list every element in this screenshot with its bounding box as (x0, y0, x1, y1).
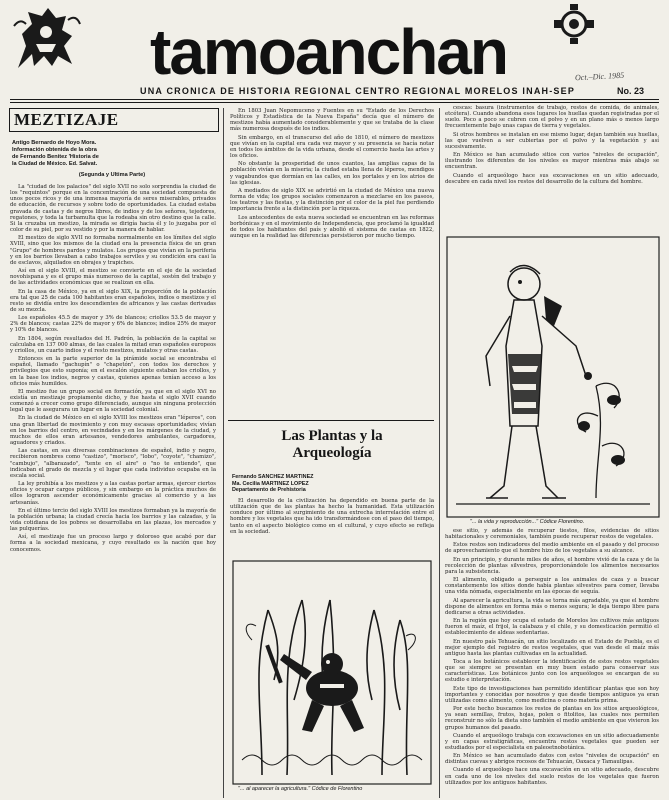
article-column-2 (230, 108, 434, 420)
paragraph: La ley prohibía a los mestizos y a las castas portar armas, ejercer ciertos oficios y ocupar cargos públicos, y sin embargo en la práctica muchos de ellos lograron ascender económicamente gracias al comercio y a las artesanías. (10, 481, 216, 506)
paragraph: En un principio, y durante miles de años, el hombre vivió de la caza y de la recolección de plantas silvestres, proporcionándole los alimentos necesarios para la subsistencia. (445, 556, 659, 575)
paragraph: Por este hecho buscamos los restos de plantas en los sitios arqueológicos, ya sean semillas, frutos, hojas, polen o fitolitos, las cuales nos permiten reconstruir no sólo la dieta sino también el medio ambiente en que vivieron los grupos humanos del pasado. (445, 706, 659, 731)
paragraph: El mestizo fue un grupo social en formación, ya que en el siglo XVI no existía un mestizaje propiamente dicho, y fue hasta el siglo XVII cuando comenzó a crecer como grupo diferenciado, aunque sin ninguna protección legal que le asegurara un lugar en la sociedad colonial. (10, 388, 216, 414)
agriculture-caption: "... al aparecer la agricultura." Códice de Florentino (238, 786, 363, 792)
article-column-1 (10, 184, 216, 796)
paragraph: El desarrollo de la civilización ha dependido en buena parte de la utilización que de las plantas ha hecho la humanidad. Esta utilización conduce por último al surgimiento de una extrecha interrelación entre el hombre y los vegetales que ha ido transformándose con el paso del tiempo, tanto en el aspecto biológico como en el cultural, y cuyo efecto se refleja en la sociedad. (230, 498, 434, 535)
figure-caption: "... la vida y reproducción..." Códice Florentino. (470, 519, 585, 525)
paragraph: Así, el mestizaje fue un proceso largo y doloroso que acabó por dar forma a la sociedad mexicana, y cuyo resultado es la nación que hoy conocemos. (10, 534, 216, 553)
title-line: Las Plantas y la (281, 428, 383, 444)
paragraph: El mestizo de siglo XVII no formaba normalmente en los límites del siglo XVIII, sino que los mismos de la ciudad era la presencia física de un gran "Grupo" de hombres pardos y mulatos. Los grupos que vivían en la periferia y en los barrios llevaban a cabo trabajos serviles y su condición era casi la de esclavos, alquilados en obrajes y trapiches. (10, 235, 216, 266)
paragraph: Entonces en la parte superior de la pirámide social se encontraba el español, llamado "gachupín" o "chapetón", con todos los derechos y privilegios que esto suponía; en el escalón siguiente estaban los criollos, y en la base los indios, negros y castas, quienes apenas tenían acceso a los oficios más humildes. (10, 356, 216, 387)
article-title-meztizaje: MEZTIZAJE (14, 110, 119, 129)
article-title-plantas (232, 428, 432, 462)
paragraph: Cuando el arqueólogo hace sus excavaciones en un sitio adecuado, descubre en cada nivel los restos del desarrollo de la cultura del hombre. (445, 172, 659, 185)
paragraph: Cuando el arqueólogo trabaja con excavaciones en un sitio adecuadamente y en capas estratigráficas, encuentra restos vegetales que pueden ser estudiados por el especialista en paleoetnobotánica. (445, 732, 659, 751)
article-intro (230, 498, 434, 558)
paragraph: En el último tercio del siglo XVIII los mestizos formaban ya la mayoría de la población urbana; la ciudad crecía hacia los barrios y las calzadas, y la vida cotidiana de los pobres se desarrollaba en las plazas, los mercados y las pulquerías. (10, 507, 216, 533)
paragraph: ese sitio, y además de recuperar tiestos, filos, evidencias de sitios habitacionales y ceremoniales, también puede recuperar restos de vegetales. (445, 528, 659, 541)
paragraph: La "ciudad de los palacios" del siglo XVII no solo sorprendía la ciudad de los "requintos" porque en la concentración de una sociedad compuesta de unos pocos ricos y de una inmensa mayoría de seres miserables, privados de educación, de recursos y sobre todo de oportunidades. La ciudad estaba gravada de castas y de negros libres, de indios y de los señores, tejedores, regatones, y toda la turbamulta que la rodeaba sin otro destino que la calle. Si la cruzaba un mestizo, la mirada se dirigía hacia él y lo juzgaba por el color de su piel, por su vestido y por la manera de hablar. (10, 184, 216, 234)
aztec-figure-logo-icon (8, 6, 84, 72)
paragraph: En 1803 Juan Nepomuceno y Fuentes en su "Estado de los Derechos Políticos y Estadística de la Nueva España" decía que el número de mestizos había aumentado considerablemente y que se trataba de la clase más numerosa después de los indios. (230, 108, 434, 133)
paragraph: Al aparecer la agricultura, la vida se torna más agradable, ya que el hombre dispone de alimentos en forma más o menos segura; le deja tiempo libre para dedicarse a otras actividades. (445, 597, 659, 616)
paragraph: En México se han acumulado sitios con varios "niveles de ocupación", ilustrando los diferentes de los niveles es mayor mientras más abajo se encuentran. (445, 152, 659, 171)
article-column-right-bottom (445, 528, 659, 796)
author-line: Ma. Cecilia MARTINEZ LOPEZ (232, 480, 309, 487)
paragraph: En la casa de México, ya en el siglo XIX, la proporción de la población era tal que 25 de cada 100 habitantes eran españoles, indios o mestizos y el resto se dividía entre los descendientes de africanos y las castas derivadas de su mezcla. (10, 288, 216, 313)
byline-line: Antigo Bernardo de Hoyo Mora. (12, 140, 97, 146)
masthead-rule-thin (10, 102, 659, 103)
paragraph: Las castas, en sus diversas combinaciones de español, indio y negro, recibieron nombres como "castizo", "morisco", "lobo", "coyote", "chamizo", "cambujo", "albarazado", "tente en el aire" o "no te entiendo", que indicaban el grado de mezcla y el lugar que cada individuo ocupaba en la escala social. (10, 448, 216, 479)
paragraph: A mediados de siglo XIX se advirtió en la ciudad de México una nueva forma de vida; los grupos sociales comenzaron a mezclarse en los paseos, los teatros y las fiestas, y la distinción por el color de la piel fue perdiendo importancia frente a la distinción por la riqueza. (230, 187, 434, 213)
paragraph: Así en el siglo XVIII, el mestizo se convierte en el eje de la sociedad novohispana y es el grupo más numeroso de la capital, sostén del trabajo y de las actividades económicas que se realizan en ella. (10, 268, 216, 287)
glyph-emblem-icon (550, 4, 598, 44)
paragraph: Cuando el arqueólogo hace una excavación en un sitio adecuado, descubre en cada uno de los niveles del suelo restos de los vegetales que fueron utilizados por los antiguos habitantes. (445, 767, 659, 786)
masthead-rule (10, 99, 659, 100)
article-column-right-top (445, 105, 659, 235)
handwritten-date: Oct.–Dic. 1985 (574, 70, 625, 83)
masthead-subtitle: UNA CRONICA DE HISTORIA REGIONAL CENTRO REGIONAL MORELOS INAH-SEP (140, 86, 576, 96)
paragraph: En la ciudad de México en el siglo XVIII los mestizos eran "léperos", con una gran libertad de movimiento y con muy escasas oportunidades; vivían en los barrios del centro, en vecindades y en los márgenes de la ciudad, y muchos de ellos eran artesanos, vendedores ambulantes, cargadores, aguadores y criados. (10, 415, 216, 447)
paragraph: En 1804, según resultados del H. Padrón, la población de la capital se calculaba en 137 000 almas, de las cuales la mitad eran españoles europeos y criollos, un cuarto indios y el resto mestizos, mulatos y otras castas. (10, 335, 216, 354)
column-divider (439, 108, 440, 798)
paragraph: Estos restos son indicadores del medio ambiente en el pasado y del proceso de aprovechamiento que el hombre hizo de los vegetales a su alcance. (445, 542, 659, 555)
paragraph: En la región que hoy ocupa el estado de Morelos los cultivos más antiguos fueron el maíz, el frijol, la calabaza y el chile, y su domesticación permitió el establecimiento de aldeas sedentarias. (445, 618, 659, 637)
column-divider (223, 108, 224, 798)
paragraph: En nuestro país Tehuacán, un sitio localizado en el Estado de Puebla, es el mejor ejemplo del registro de restos vegetales, que van desde el maíz más antiguo hasta las plantas cultivadas en la actualidad. (445, 638, 659, 657)
paragraph: Los españoles 45.5 de mayor y 3% de blancos; criollos 53.5 de mayor y 2% de blancos; castas 22% de mayor y 6% de blancos; indios 25% de mayor y 10% de blancos. (10, 315, 216, 334)
paragraph: Si otros hombres se instalan en ese mismo lugar, dejan también sus huellas, las que vuelven a ser cubiertas por el polvo y la vegetación y así sucesivamente. (445, 131, 659, 150)
codex-figure-illustration (446, 236, 660, 518)
author-line: Departamento de Prehistoria (232, 487, 306, 494)
issue-number: No. 23 (617, 86, 645, 96)
paragraph: cescas: basura (instrumentos de trabajo, restos de comida, de animales, etcétera). Cuando abandona esos lugares los huellas quedan registradas por el suelo. Poco a poco se cubren con el polvo y en un plano más o menos largo frecuentemente bajo unas capas de tierra y vegetales. (445, 105, 659, 130)
paragraph: Los antecedentes de esta nueva sociedad se encuentran en las reformas borbónicas y en el movimiento de Independencia, que proclamó la igualdad de todos los habitantes del país y abolió el sistema de castas en 1822, aunque en la realidad las diferencias persistieron por mucho tiempo. (230, 214, 434, 239)
byline-line: Información obtenida de la obra (12, 147, 97, 153)
paragraph: El alimento, obligado a perseguir a los animales de caza y a buscar constantemente los sitios donde había plantas silvestres para comer, llevaba una vida nómada, especialmente en las épocas de sequía. (445, 577, 659, 596)
part-note: (Segunda y Ultima Parte) (78, 172, 146, 178)
agriculture-codex-illustration (232, 560, 432, 785)
byline-line: de Fernando Benitez 'Historia de (12, 154, 99, 160)
masthead-title: tamoanchan (150, 16, 507, 88)
article-byline (12, 140, 212, 179)
paragraph: En México se han acumulado datos con estos "niveles de ocupación" en distintas cuevas y abrigos rocosos de Tehuacán, Oaxaca y Tamaulipas. (445, 753, 659, 766)
article-authors (232, 474, 432, 494)
section-rule (228, 420, 434, 421)
paragraph: Este tipo de investigaciones han permitido identificar plantas que son hoy importantes y conocidas por nosotros y que desde tiempos antiguos ya eran utilizadas como alimento, como medicina o como materia prima. (445, 685, 659, 704)
paragraph: Toca a los botánicos establecer la identificación de estos restos vegetales que se siempre se presentan en muy buen estado para conservar sus características. Los botánicos junto con los arqueólogos se encargan de su estudio e interpretación. (445, 658, 659, 684)
paragraph: No obstante la prosperidad de unos cuantos, las amplias capas de la población vivían en la miseria; la ciudad estaba llena de léperos, mendigos y vagabundos que dormían en las calles, en los portales y en los atrios de las iglesias. (230, 161, 434, 186)
paragraph: Sin embargo, en el transcurso del año de 1810, el número de mestizos que vivían en la capital era cada vez mayor y su presencia se hacía notar en todos los ámbitos de la vida urbana, desde el comercio hasta las artes y los oficios. (230, 134, 434, 160)
byline-line: la Ciudad de México. Ed. Salvat. (12, 161, 98, 167)
title-line: Arqueología (292, 445, 372, 461)
author-line: Fernando SANCHEZ MARTINEZ (232, 474, 314, 480)
